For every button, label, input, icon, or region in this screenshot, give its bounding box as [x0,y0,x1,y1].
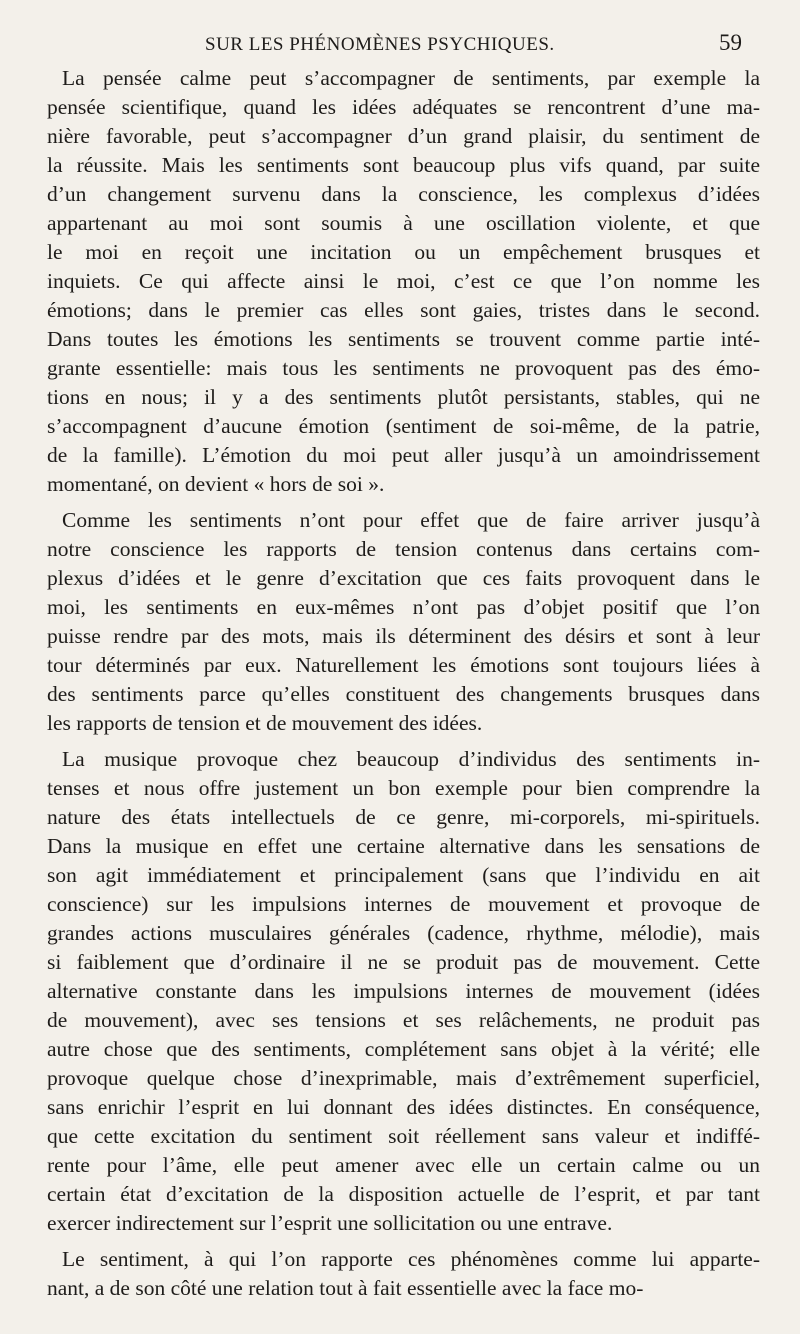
text-line: exercer indirectement sur l’esprit une sollicitation ou une entrave. [47,1211,613,1235]
page-header [0,30,800,60]
text-line: tions en nous; il y a des sentiments plutôt persistants, stables, qui ne [47,385,760,409]
text-line: des sentiments parce qu’elles constituent des changements brusques dans [47,682,760,706]
running-head: SUR LES PHÉNOMÈNES PSYCHIQUES. [205,34,555,55]
paragraph [47,745,760,1238]
text-line: Dans toutes les émotions les sentiments se trouvent comme partie inté- [47,327,760,351]
text-line: momentané, on devient « hors de soi ». [47,472,385,496]
paragraph [47,64,760,499]
paragraph [47,506,760,738]
text-line: que cette excitation du sentiment soit réellement sans valeur et indiffé- [47,1124,760,1148]
page-body [47,64,760,1303]
text-line: les rapports de tension et de mouvement des idées. [47,711,483,735]
text-line: La musique provoque chez beaucoup d’individus des sentiments in- [62,747,760,771]
text-line: conscience) sur les impulsions internes de mouvement et provoque de [47,892,760,916]
text-line: certain état d’excitation de la disposition actuelle de l’esprit, et par tant [47,1182,760,1206]
text-line: si faiblement que d’ordinaire il ne se produit pas de mouvement. Cette [47,950,760,974]
text-line: puisse rendre par des mots, mais ils déterminent des désirs et sont à leur [47,624,760,648]
text-line: pensée scientifique, quand les idées adéquates se rencontrent d’une ma- [47,95,760,119]
text-line: alternative constante dans les impulsions internes de mouvement (idées [47,979,760,1003]
text-line: autre chose que des sentiments, complétement sans objet à la vérité; elle [47,1037,760,1061]
text-line: de mouvement), avec ses tensions et ses relâchements, ne produit pas [47,1008,760,1032]
text-line: Le sentiment, à qui l’on rapporte ces phénomènes comme lui apparte- [62,1247,760,1271]
paragraph-gap [47,1238,760,1245]
text-line: tour déterminés par eux. Naturellement les émotions sont toujours liées à [47,653,760,677]
text-line: grante essentielle: mais tous les sentiments ne provoquent pas des émo- [47,356,760,380]
paragraph-gap [47,738,760,745]
text-line: grandes actions musculaires générales (cadence, rhythme, mélodie), mais [47,921,760,945]
text-line: de la famille). L’émotion du moi peut aller jusqu’à un amoindrissement [47,443,760,467]
text-line: son agit immédiatement et principalement (sans que l’individu en ait [47,863,760,887]
text-line: La pensée calme peut s’accompagner de sentiments, par exemple la [62,66,760,90]
text-line: la réussite. Mais les sentiments sont beaucoup plus vifs quand, par suite [47,153,760,177]
text-line: le moi en reçoit une incitation ou un empêchement brusques et [47,240,760,264]
text-line: notre conscience les rapports de tension contenus dans certains com- [47,537,760,561]
text-line: émotions; dans le premier cas elles sont gaies, tristes dans le second. [47,298,760,322]
text-line: tenses et nous offre justement un bon exemple pour bien comprendre la [47,776,760,800]
text-line: nant, a de son côté une relation tout à fait essentielle avec la face mo- [47,1276,644,1300]
text-line: nière favorable, peut s’accompagner d’un grand plaisir, du sentiment de [47,124,760,148]
text-line: sans enrichir l’esprit en lui donnant des idées distinctes. En conséquence, [47,1095,760,1119]
text-line: provoque quelque chose d’inexprimable, mais d’extrêmement superficiel, [47,1066,760,1090]
page-number: 59 [719,30,742,55]
paragraph-gap [47,499,760,506]
text-line: nature des états intellectuels de ce genre, mi-corporels, mi-spirituels. [47,805,760,829]
paragraph [47,1245,760,1303]
text-line: d’un changement survenu dans la conscience, les complexus d’idées [47,182,760,206]
text-line: moi, les sentiments en eux-mêmes n’ont pas d’objet positif que l’on [47,595,760,619]
text-line: Dans la musique en effet une certaine alternative dans les sensations de [47,834,760,858]
text-line: rente pour l’âme, elle peut amener avec elle un certain calme ou un [47,1153,760,1177]
text-line: plexus d’idées et le genre d’excitation que ces faits provoquent dans le [47,566,760,590]
text-line: Comme les sentiments n’ont pour effet que de faire arriver jusqu’à [62,508,760,532]
text-line: appartenant au moi sont soumis à une oscillation violente, et que [47,211,760,235]
text-line: inquiets. Ce qui affecte ainsi le moi, c’est ce que l’on nomme les [47,269,760,293]
text-line: s’accompagnent d’aucune émotion (sentiment de soi-même, de la patrie, [47,414,760,438]
